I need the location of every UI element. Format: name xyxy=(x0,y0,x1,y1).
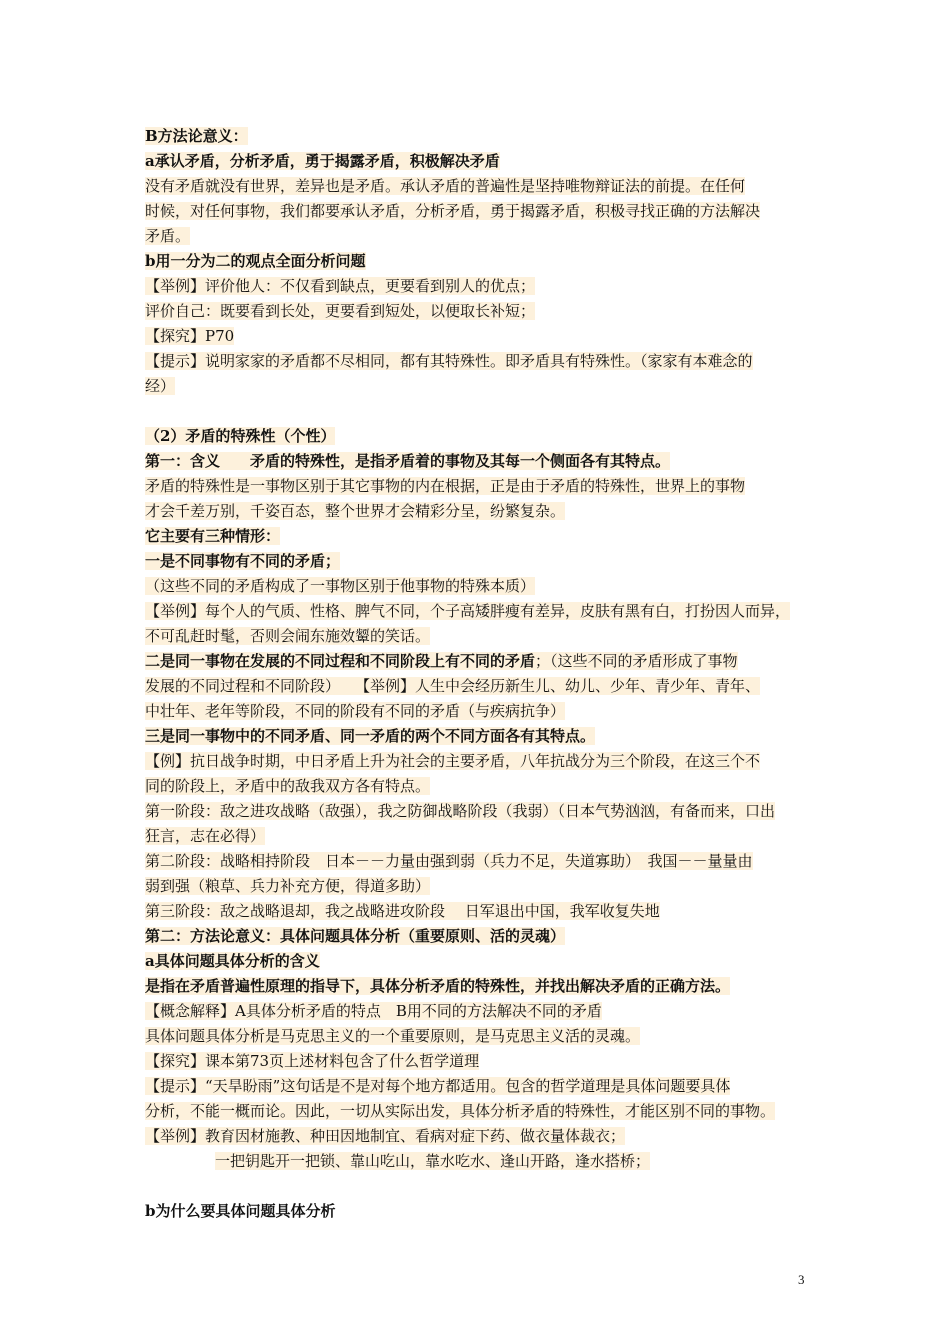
text-line xyxy=(145,749,813,774)
text-line xyxy=(145,1074,813,1099)
text-line xyxy=(145,199,813,224)
line-text: 狂言，志在必得） xyxy=(145,827,266,845)
line-text: 评价自己：既要看到长处，更要看到短处，以便取长补短； xyxy=(145,302,536,320)
line-text: 同的阶段上，矛盾中的敌我双方各有特点。 xyxy=(145,777,431,795)
text-line xyxy=(145,799,813,824)
line-text: 【例】抗日战争时期，中日矛盾上升为社会的主要矛盾，八年抗战分为三个阶段，在这三个不 xyxy=(145,752,761,770)
text-line xyxy=(145,1049,813,1074)
mixed-text xyxy=(145,652,738,670)
text-line xyxy=(145,774,813,799)
line-text: 【举例】每个人的气质、性格、脾气不同，个子高矮胖瘦有差异，皮肤有黑有白，打扮因人而异， xyxy=(145,602,791,620)
heading-line xyxy=(145,149,813,174)
line-text: 不可乱赶时髦，否则会闹东施效颦的笑话。 xyxy=(145,627,431,645)
line-text: （这些不同的矛盾构成了一事物区别于他事物的特殊本质） xyxy=(145,577,536,595)
line-text: B方法论意义： xyxy=(145,127,248,145)
line-text: 具体问题具体分析是马克思主义的一个重要原则，是马克思主义活的灵魂。 xyxy=(145,1027,641,1045)
heading-line xyxy=(145,724,813,749)
heading-line xyxy=(145,924,813,949)
line-text: 分析，不能一概而论。因此，一切从实际出发，具体分析矛盾的特殊性，才能区别不同的事物。 xyxy=(145,1102,776,1120)
line-text: 矛盾的特殊性是一事物区别于其它事物的内在根据，正是由于矛盾的特殊性，世界上的事物 xyxy=(145,477,746,495)
text-line xyxy=(145,499,813,524)
line-text: 【提示】说明家家的矛盾都不尽相同，都有其特殊性。即矛盾具有特殊性。（家家有本难念的 xyxy=(145,352,753,370)
heading-line xyxy=(145,1199,813,1224)
heading-line xyxy=(145,249,813,274)
document-body xyxy=(145,124,813,1224)
text-line xyxy=(145,599,813,624)
text-line xyxy=(145,999,813,1024)
text-line xyxy=(145,899,813,924)
line-text: 经） xyxy=(145,377,176,395)
text-line xyxy=(145,349,813,374)
bold-text: 二是同一事物在发展的不同过程和不同阶段上有不同的矛盾 xyxy=(145,652,536,670)
blank-line xyxy=(145,399,813,424)
text-line xyxy=(145,874,813,899)
text-line xyxy=(145,649,813,674)
heading-line xyxy=(145,449,813,474)
line-text: 一是不同事物有不同的矛盾； xyxy=(145,552,341,570)
heading-line xyxy=(145,424,813,449)
heading-line xyxy=(145,549,813,574)
text-line xyxy=(145,299,813,324)
text-line xyxy=(145,849,813,874)
text-line xyxy=(145,224,813,249)
line-text: 【概念解释】A具体分析矛盾的特点 B用不同的方法解决不同的矛盾 xyxy=(145,1002,602,1020)
line-text: 第三阶段：敌之战略退却，我之战略进攻阶段 日军退出中国，我军收复失地 xyxy=(145,902,660,920)
text-line xyxy=(145,699,813,724)
line-text: （2）矛盾的特殊性（个性） xyxy=(145,427,336,445)
line-text: a承认矛盾，分析矛盾，勇于揭露矛盾，积极解决矛盾 xyxy=(145,152,500,170)
text-line xyxy=(145,1024,813,1049)
line-text: 【举例】教育因材施教、种田因地制宜、看病对症下药、做衣量体裁衣； xyxy=(145,1127,626,1145)
text-line xyxy=(145,1099,813,1124)
line-text: 【提示】“天旱盼雨”这句话是不是对每个地方都适用。包含的哲学道理是具体问题要具体 xyxy=(145,1077,731,1095)
line-text: 第二：方法论意义：具体问题具体分析（重要原则、活的灵魂） xyxy=(145,927,566,945)
heading-line xyxy=(145,124,813,149)
line-text: 【举例】评价他人：不仅看到缺点，更要看到别人的优点； xyxy=(145,277,536,295)
text-line xyxy=(145,824,813,849)
line-text: 第二阶段：战略相持阶段 日本－－力量由强到弱（兵力不足，失道寡助） 我国－－量量由 xyxy=(145,852,753,870)
line-text: 一把钥匙开一把锁、靠山吃山，靠水吃水、逢山开路，逢水搭桥； xyxy=(215,1152,651,1170)
line-text: 发展的不同过程和不同阶段） 【举例】人生中会经历新生儿、幼儿、少年、青少年、青年、 xyxy=(145,677,761,695)
line-text: 第一阶段：敌之进攻战略（敌强），我之防御战略阶段（我弱）（日本气势汹汹，有备而来，口出 xyxy=(145,802,776,820)
text-line xyxy=(145,174,813,199)
line-text: 中壮年、老年等阶段，不同的阶段有不同的矛盾（与疾病抗争） xyxy=(145,702,566,720)
text-line xyxy=(145,1124,813,1149)
heading-line xyxy=(145,974,813,999)
line-text: 没有矛盾就没有世界，差异也是矛盾。承认矛盾的普遍性是坚持唯物辩证法的前提。在任何 xyxy=(145,177,746,195)
line-text: 时候，对任何事物，我们都要承认矛盾，分析矛盾，勇于揭露矛盾，积极寻找正确的方法解决 xyxy=(145,202,761,220)
line-text: 【探究】课本第73页上述材料包含了什么哲学道理 xyxy=(145,1052,480,1070)
line-text: 弱到强（粮草、兵力补充方便，得道多助） xyxy=(145,877,431,895)
heading-line xyxy=(145,524,813,549)
text-line xyxy=(145,574,813,599)
heading-line xyxy=(145,949,813,974)
line-text: 第一：含义 矛盾的特殊性，是指矛盾着的事物及其每一个侧面各有其特点。 xyxy=(145,452,671,470)
line-text: 是指在矛盾普遍性原理的指导下，具体分析矛盾的特殊性，并找出解决矛盾的正确方法。 xyxy=(145,977,731,995)
line-text: b用一分为二的观点全面分析问题 xyxy=(145,252,366,270)
line-text: b为什么要具体问题具体分析 xyxy=(145,1202,336,1220)
page-number: 3 xyxy=(798,1272,805,1287)
text-line xyxy=(145,624,813,649)
text-line xyxy=(145,324,813,349)
plain-text: ；（这些不同的矛盾形成了事物 xyxy=(535,652,738,670)
text-line xyxy=(145,1149,813,1174)
line-text: 三是同一事物中的不同矛盾、同一矛盾的两个不同方面各有其特点。 xyxy=(145,727,596,745)
text-line xyxy=(145,474,813,499)
line-text: 它主要有三种情形： xyxy=(145,527,281,545)
text-line xyxy=(145,674,813,699)
text-line xyxy=(145,274,813,299)
line-text: 矛盾。 xyxy=(145,227,191,245)
blank-line xyxy=(145,1174,813,1199)
line-text: a具体问题具体分析的含义 xyxy=(145,952,320,970)
line-text: 才会千差万别，千姿百态，整个世界才会精彩分呈，纷繁复杂。 xyxy=(145,502,566,520)
text-line xyxy=(145,374,813,399)
line-text: 【探究】P70 xyxy=(145,327,235,345)
